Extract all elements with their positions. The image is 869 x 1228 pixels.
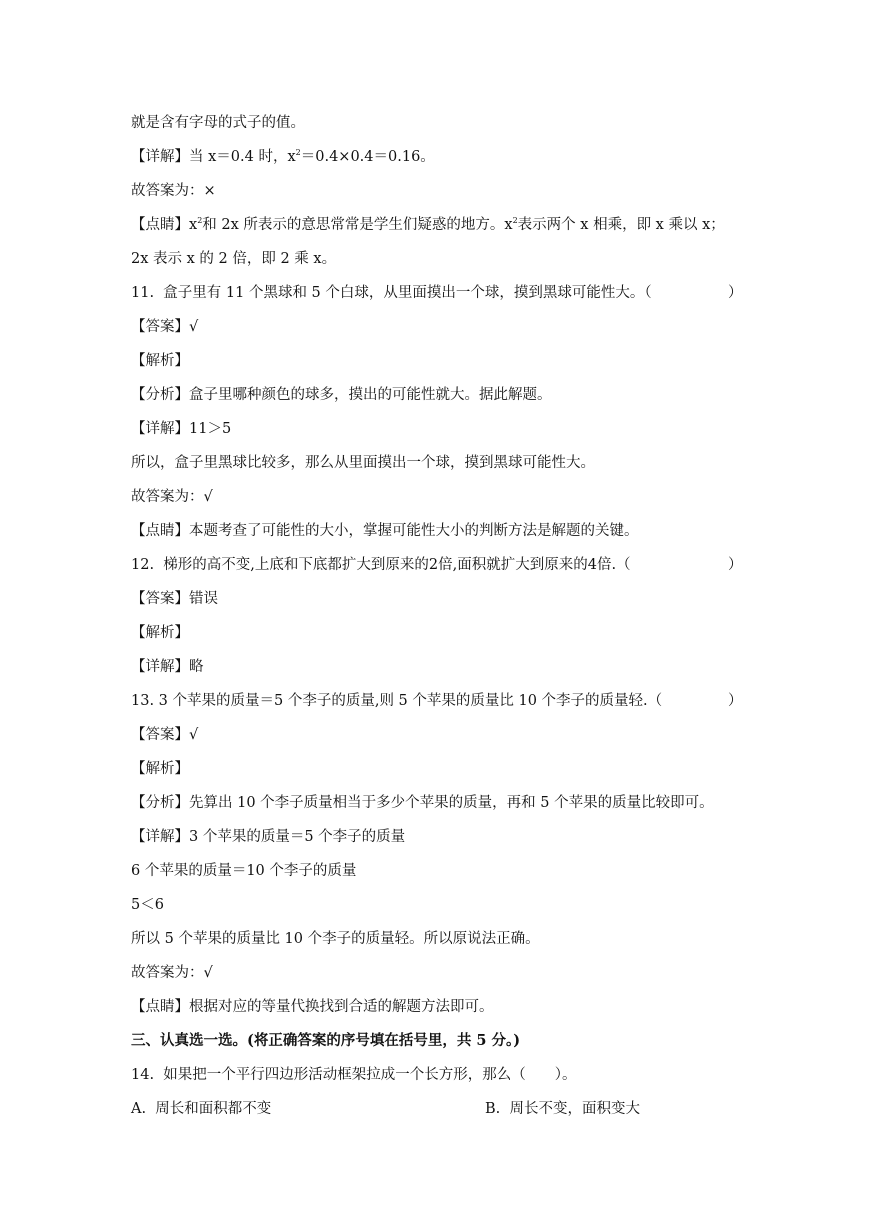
analysis-label: 【解析】	[131, 353, 189, 369]
superscript: 2	[295, 148, 301, 157]
detail-text: ＝0.4×0.4＝0.16。	[300, 149, 435, 165]
text-line: 5＜6	[131, 897, 164, 913]
close-paren: ）	[728, 557, 743, 573]
option-b: B. 周长不变，面积变大	[485, 1101, 640, 1117]
note-line	[131, 215, 725, 235]
answer-label: 【答案】√	[131, 727, 199, 743]
text-line: 所以 5 个苹果的质量比 10 个李子的质量轻。所以原说法正确。	[131, 931, 540, 947]
superscript: 2	[197, 216, 203, 225]
question-12: 12. 梯形的高不变,上底和下底都扩大到原来的2倍,面积就扩大到原来的4倍.（	[131, 557, 631, 573]
analysis-label: 【解析】	[131, 625, 189, 641]
answer-label: 【答案】√	[131, 319, 199, 335]
note-text: 和 2x 所表示的意思常常是学生们疑惑的地方。x	[202, 217, 513, 233]
analysis-text: 【分析】盒子里哪种颜色的球多，摸出的可能性就大。据此解题。	[131, 387, 552, 403]
note-text: 表示两个 x 相乘，即 x 乘以 x；	[517, 217, 725, 233]
answer-line: 故答案为：×	[131, 183, 216, 199]
detail-line	[131, 147, 435, 167]
answer-label: 【答案】错误	[131, 591, 218, 607]
superscript: 2	[512, 216, 518, 225]
question-14: 14. 如果把一个平行四边形活动框架拉成一个长方形，那么（ ）。	[131, 1067, 577, 1083]
note-text: 【点睛】本题考查了可能性的大小，掌握可能性大小的判断方法是解题的关键。	[131, 523, 639, 539]
analysis-text: 【分析】先算出 10 个李子质量相当于多少个苹果的质量，再和 5 个苹果的质量比较即可。	[131, 795, 714, 811]
answer-line: 故答案为：√	[131, 965, 213, 981]
text-line: 所以，盒子里黑球比较多，那么从里面摸出一个球，摸到黑球可能性大。	[131, 455, 595, 471]
text-line: 2x 表示 x 的 2 倍，即 2 乘 x。	[131, 251, 337, 267]
question-13: 13. 3 个苹果的质量＝5 个李子的质量,则 5 个苹果的质量比 10 个李子的质量轻.（	[131, 693, 663, 709]
close-paren: ）	[728, 693, 743, 709]
text-line: 6 个苹果的质量＝10 个李子的质量	[131, 863, 357, 879]
detail-text: 【详解】3 个苹果的质量＝5 个李子的质量	[131, 829, 406, 845]
note-text: 【点睛】根据对应的等量代换找到合适的解题方法即可。	[131, 999, 494, 1015]
analysis-label: 【解析】	[131, 761, 189, 777]
option-a: A. 周长和面积都不变	[131, 1101, 272, 1117]
detail-text: 【详解】当 x＝0.4 时，x	[131, 149, 296, 165]
note-text: 【点睛】x	[131, 217, 198, 233]
answer-line: 故答案为：√	[131, 489, 213, 505]
text-line: 就是含有字母的式子的值。	[131, 115, 305, 131]
detail-text: 【详解】略	[131, 659, 204, 675]
question-11: 11. 盒子里有 11 个黑球和 5 个白球，从里面摸出一个球，摸到黑球可能性大。（	[131, 285, 652, 301]
detail-text: 【详解】11＞5	[131, 421, 232, 437]
section-heading: 三、认真选一选。(将正确答案的序号填在括号里，共 5 分。)	[131, 1032, 521, 1049]
close-paren: ）	[728, 285, 743, 301]
